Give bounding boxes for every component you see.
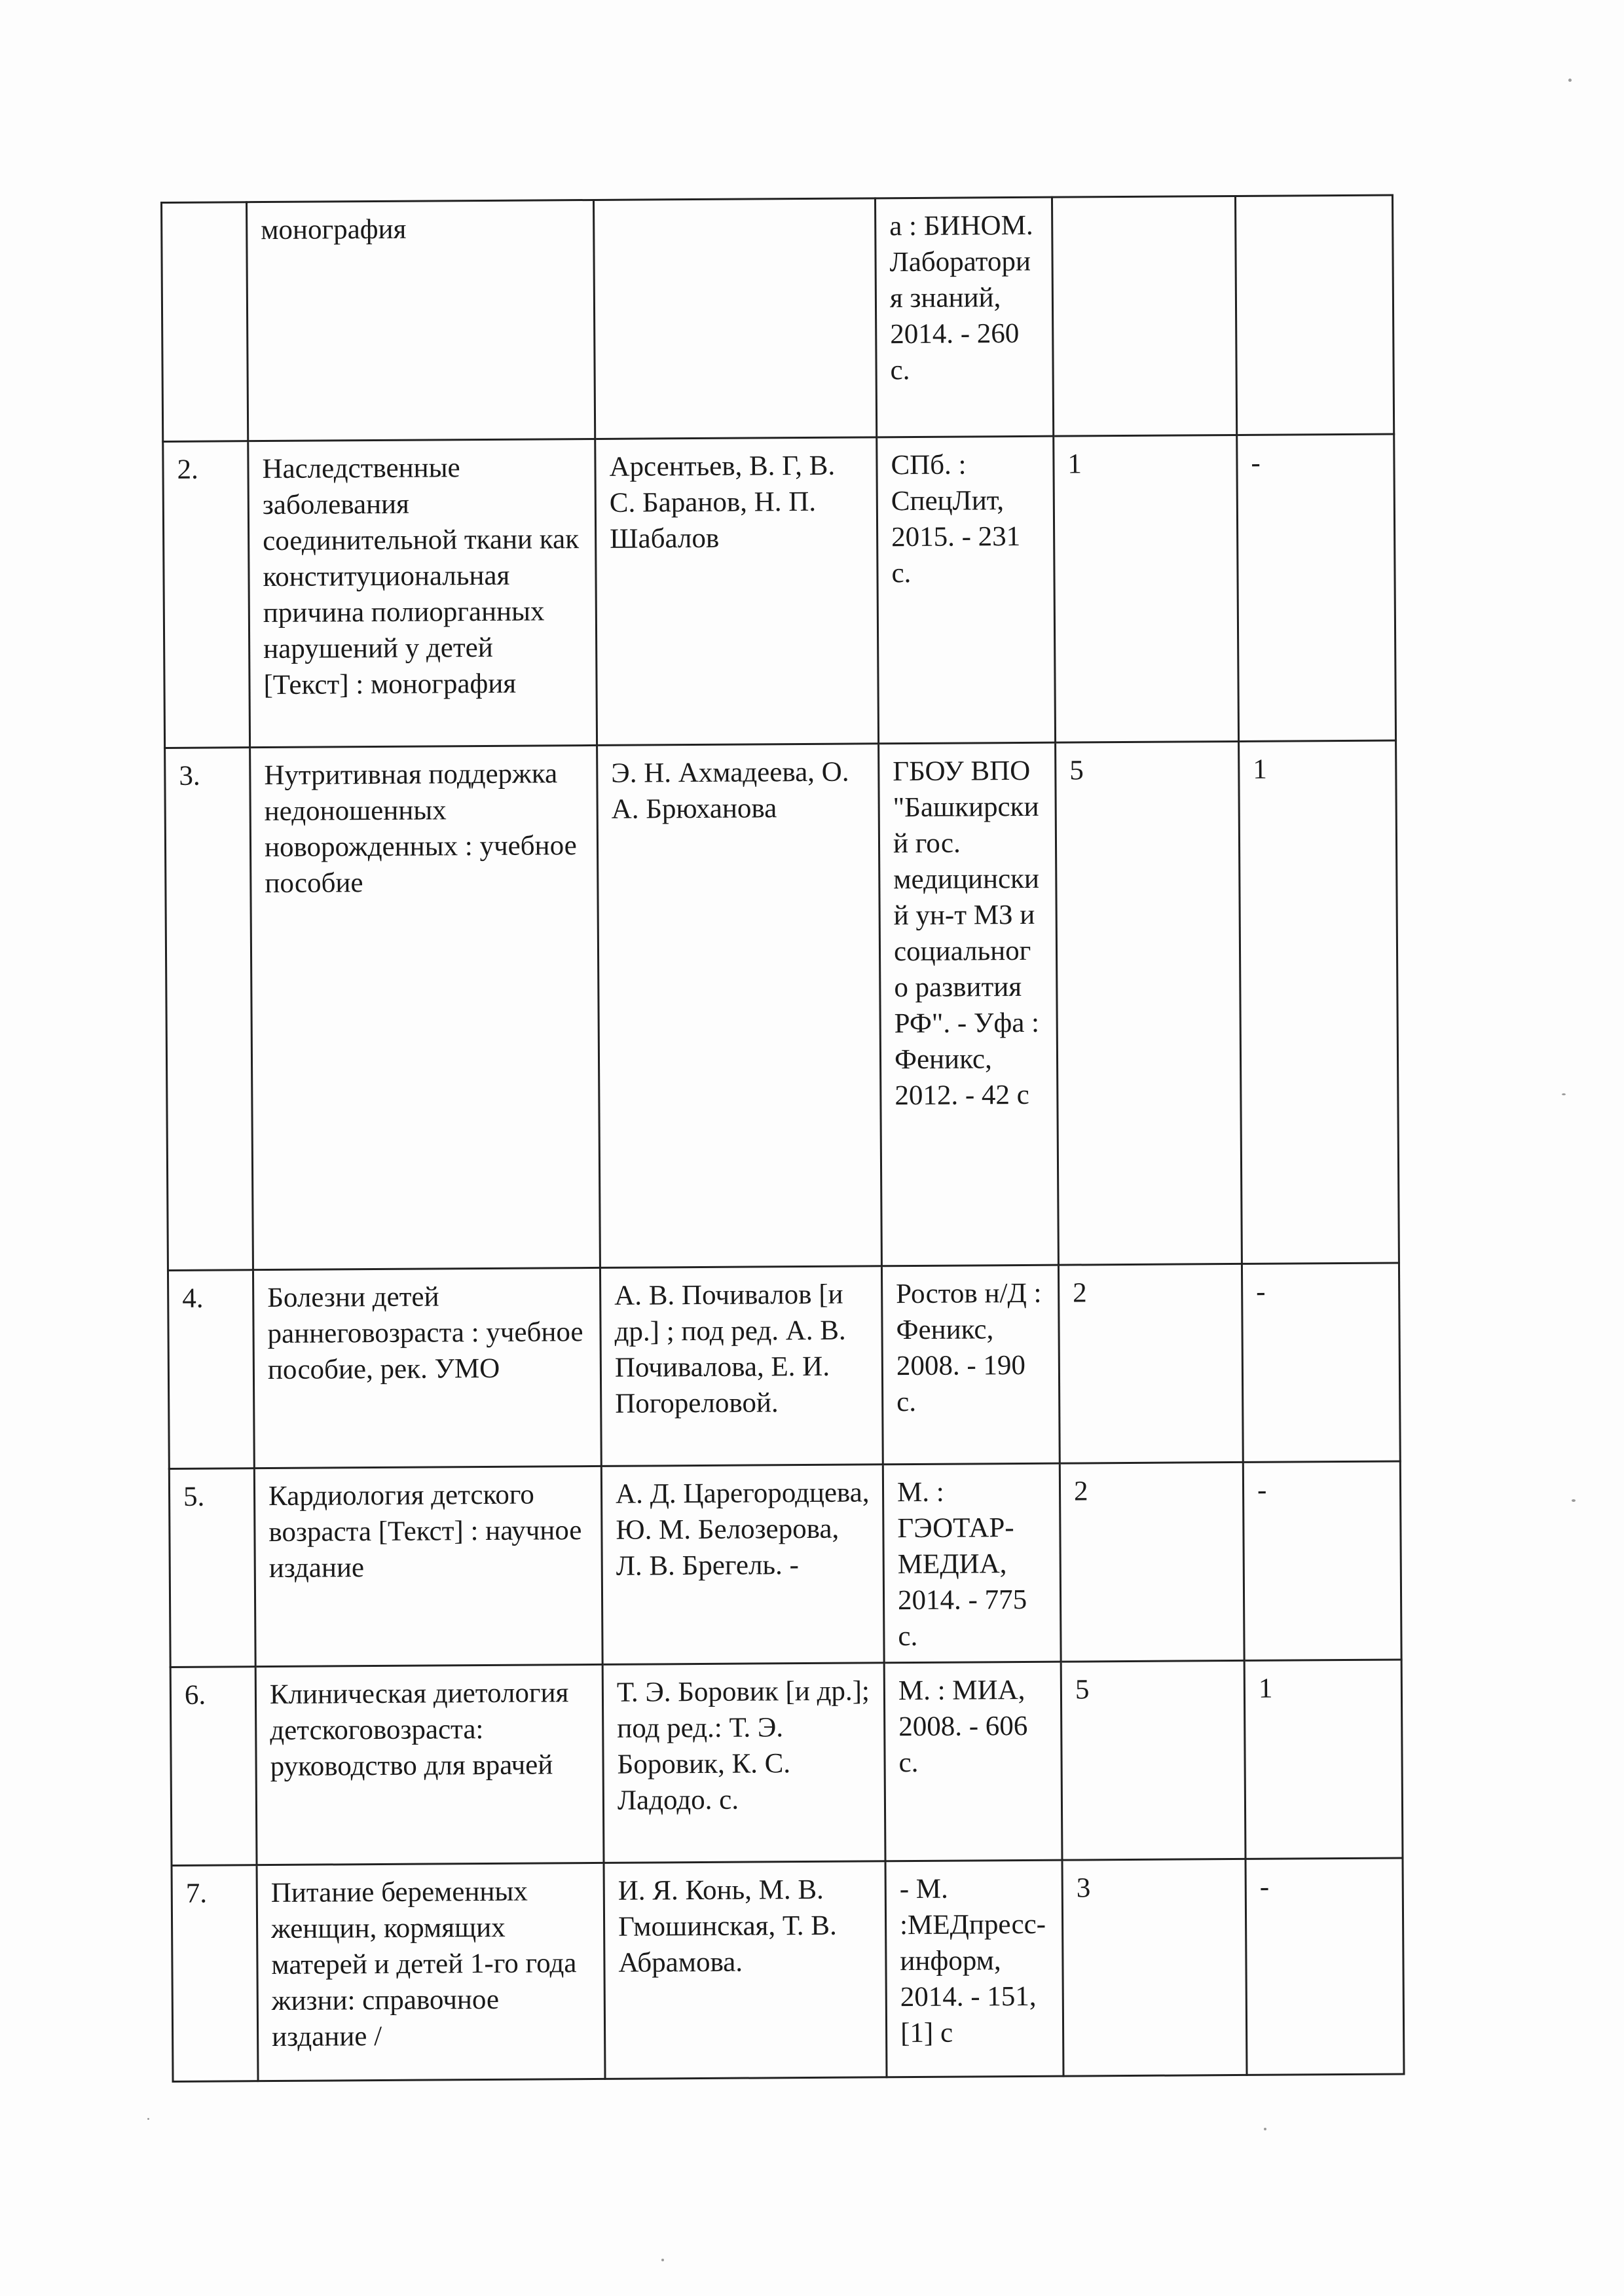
copy-count: 5 xyxy=(1056,741,1242,1265)
row-number: 3. xyxy=(165,748,253,1271)
table-row xyxy=(170,1660,1403,1865)
scan-speck xyxy=(1572,1499,1576,1502)
book-publisher: Ростов н/Д : Феникс, 2008. - 190 с. xyxy=(881,1265,1060,1465)
book-authors: А. В. Почивалов [и др.] ; под ред. А. В. Почивалова, Е. И. Погореловой. xyxy=(600,1266,883,1467)
row-number: 5. xyxy=(169,1468,255,1667)
book-publisher: ГБОУ ВПО "Башкирский гос. медицинский ун-т МЗ и социального развития РФ". - Уфа : Феникс, 2012. - 42 с xyxy=(879,742,1059,1266)
table-row xyxy=(172,1858,1404,2081)
book-authors: Арсентьев, В. Г, В. С. Баранов, Н. П. Шабалов xyxy=(595,437,879,746)
book-authors: А. Д. Царегородцева, Ю. М. Белозерова, Л. В. Брегель. - xyxy=(601,1465,884,1665)
table-row xyxy=(168,1263,1400,1468)
copy-count: 3 xyxy=(1062,1859,1247,2076)
table-row xyxy=(169,1461,1401,1667)
copy-count-secondary: - xyxy=(1243,1461,1401,1660)
book-authors: Э. Н. Ахмадеева, О. А. Брюханова xyxy=(597,744,882,1268)
row-number: 2. xyxy=(163,441,250,748)
book-publisher: - М. :МЕДпресс-информ, 2014. - 151,[1] с xyxy=(885,1860,1063,2077)
scan-speck xyxy=(1562,1093,1566,1095)
book-title: Питание беременных женщин, кормящих матерей и детей 1-го года жизни: справочное издание / xyxy=(257,1863,605,2081)
copy-count-secondary: 1 xyxy=(1244,1660,1403,1859)
copy-count-secondary: - xyxy=(1242,1263,1400,1462)
literature-table xyxy=(160,194,1405,2082)
copy-count-secondary xyxy=(1235,195,1393,435)
copy-count-secondary: - xyxy=(1246,1858,1404,2075)
book-authors: Т. Э. Боровик [и др.]; под ред.: Т. Э. Боровик, К. С. Ладодо. с. xyxy=(602,1663,885,1863)
row-number: 4. xyxy=(168,1270,254,1469)
row-number xyxy=(162,202,248,442)
copy-count-secondary: 1 xyxy=(1239,740,1399,1264)
book-title: Нутритивная поддержка недоношенных новорожденных : учебное пособие xyxy=(250,745,600,1269)
book-title: Кардиология детского возраста [Текст] : научное издание xyxy=(254,1466,602,1666)
book-publisher: М. : ГЭОТАР-МЕДИА, 2014. - 775 с. xyxy=(883,1463,1061,1663)
row-number: 6. xyxy=(170,1667,257,1866)
copy-count: 1 xyxy=(1054,435,1239,742)
book-publisher: СПб. : СпецЛит, 2015. - 231 с. xyxy=(877,436,1056,744)
table-row xyxy=(163,434,1396,748)
copy-count-secondary: - xyxy=(1237,434,1396,741)
table-row xyxy=(162,195,1394,441)
table-body xyxy=(162,195,1404,2081)
scan-speck xyxy=(661,2259,664,2261)
scan-speck xyxy=(147,2118,149,2120)
book-publisher: М. : МИА, 2008. - 606 с. xyxy=(884,1662,1062,1861)
book-title: Наследственные заболевания соединительной ткани как конституциональная причина полиорганных нарушений у детей [Текст] : монография xyxy=(248,439,597,747)
copy-count xyxy=(1052,196,1236,436)
book-title: Клиническая диетология детскоговозраста: руководство для врачей xyxy=(255,1664,604,1865)
row-number: 7. xyxy=(172,1865,258,2082)
book-authors: И. Я. Конь, М. В. Гмошинская, Т. В. Абрамова. xyxy=(604,1861,887,2079)
scan-speck xyxy=(1568,79,1572,82)
copy-count: 2 xyxy=(1058,1264,1243,1463)
book-title: монография xyxy=(247,200,595,441)
book-authors xyxy=(593,198,876,439)
copy-count: 2 xyxy=(1060,1462,1244,1662)
book-publisher: а : БИНОМ. Лаборатория знаний, 2014. - 260 с. xyxy=(875,197,1053,437)
scan-speck xyxy=(1264,2128,1266,2130)
table-row xyxy=(165,740,1399,1270)
copy-count: 5 xyxy=(1061,1660,1246,1860)
book-title: Болезни детей раннеговозраста : учебное пособие, рек. УМО xyxy=(253,1267,601,1468)
